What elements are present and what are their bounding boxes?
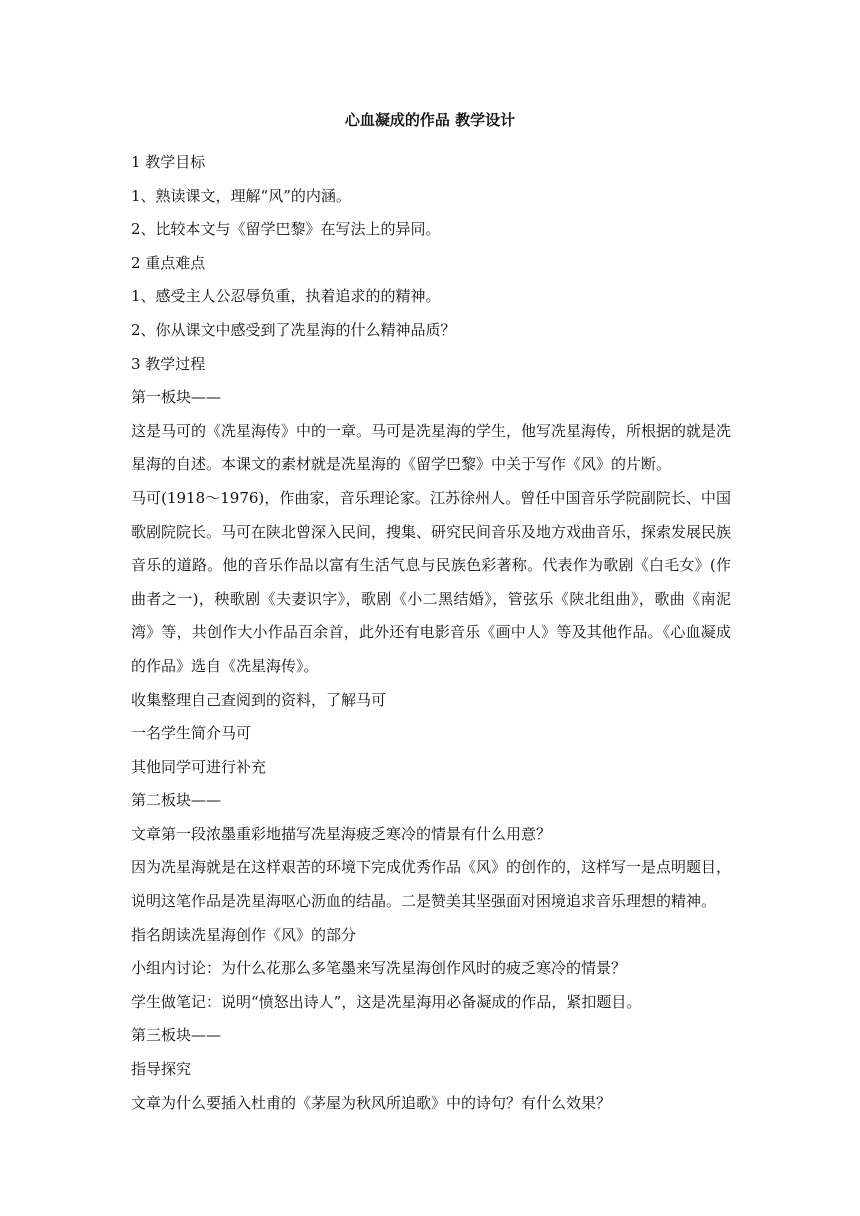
body-paragraph: 收集整理自己查阅到的资料，了解马可 — [131, 690, 387, 709]
section-heading-process: 3 教学过程 — [131, 354, 206, 373]
block-heading: 第三板块—— — [131, 1026, 222, 1045]
body-paragraph: 小组内讨论：为什么花那么多笔墨来写冼星海创作风时的疲乏寒冷的情景？ — [131, 959, 627, 978]
objective-item: 2、比较本文与《留学巴黎》在写法上的异同。 — [131, 220, 441, 239]
body-paragraph: 学生做笔记：说明“愤怒出诗人”，这是冼星海用必备凝成的作品，紧扣题目。 — [131, 992, 642, 1011]
block-heading: 第一板块—— — [131, 388, 222, 407]
body-paragraph: 这是马可的《冼星海传》中的一章。马可是冼星海的学生，他写冼星海传，所根据的就是冼星海的自述。本课文的素材就是冼星海的《留学巴黎》中关于写作《风》的片断。 — [131, 421, 732, 474]
key-point-item: 2、你从课文中感受到了冼星海的什么精神品质？ — [131, 320, 456, 339]
key-point-item: 1、感受主人公忍辱负重，执着追求的的精神。 — [131, 287, 441, 306]
block-heading: 第二板块—— — [131, 791, 222, 810]
document-title: 心血凝成的作品 教学设计 — [344, 111, 516, 129]
section-heading-objectives: 1 教学目标 — [131, 153, 206, 171]
body-paragraph: 马可(1918～1976)，作曲家，音乐理论家。江苏徐州人。曾任中国音乐学院副院长、中国歌剧院院长。马可在陕北曾深入民间，搜集、研究民间音乐及地方戏曲音乐，探索发展民族音乐的道路。他的音乐作品以富有生活气息与民族色彩著称。代表作为歌剧《白毛女》(作曲者之一)，秧歌剧《夫妻识字》，歌剧《小二黑结婚》，管弦乐《陕北组曲》，歌曲《南泥湾》等，共创作大小作品百余首，此外还有电影音乐《画中人》等及其他作品。《心血凝成的作品》选自《冼星海传》。 — [131, 488, 732, 675]
body-paragraph: 指导探究 — [131, 1060, 192, 1079]
body-paragraph: 指名朗读冼星海创作《风》的部分 — [131, 925, 357, 944]
body-paragraph: 一名学生简介马可 — [131, 724, 252, 743]
objective-item: 1、熟读课文，理解“风”的内涵。 — [131, 186, 351, 205]
body-paragraph: 因为冼星海就是在这样艰苦的环境下完成优秀作品《风》的创作的，这样写一是点明题目，说明这笔作品是冼星海呕心沥血的结晶。二是赞美其坚强面对困境追求音乐理想的精神。 — [131, 858, 732, 911]
body-paragraph: 其他同学可进行补充 — [131, 757, 267, 776]
body-paragraph: 文章为什么要插入杜甫的《茅屋为秋风所追歌》中的诗句？有什么效果？ — [131, 1093, 612, 1112]
section-heading-key-points: 2 重点难点 — [131, 253, 206, 272]
body-paragraph: 文章第一段浓墨重彩地描写冼星海疲乏寒冷的情景有什么用意？ — [131, 824, 552, 843]
document-body — [131, 146, 731, 1120]
